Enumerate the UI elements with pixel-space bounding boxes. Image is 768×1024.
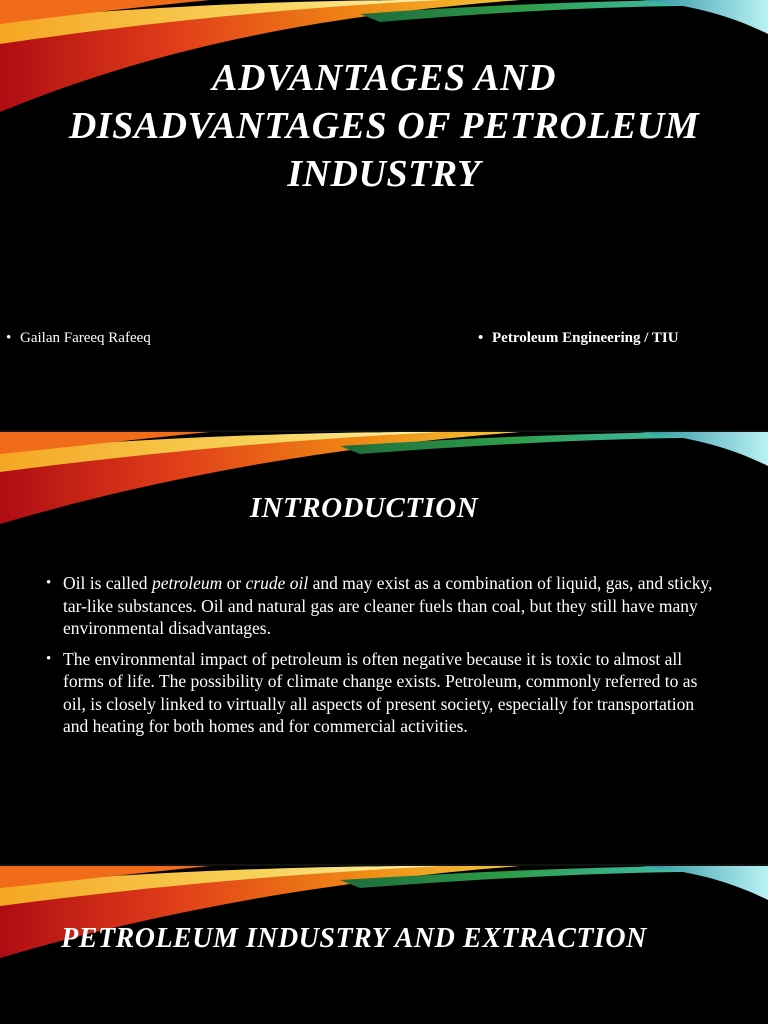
slide-introduction — [0, 432, 768, 866]
introduction-bullet — [63, 648, 723, 738]
slide-industry-extraction — [0, 866, 768, 1024]
author-name: • Gailan Fareeq Rafeeq — [20, 329, 151, 348]
department-label: • Petroleum Engineering / TIU — [492, 329, 679, 348]
slide-title — [0, 0, 768, 432]
introduction-bullet-list — [63, 572, 723, 746]
industry-extraction-heading: PETROLEUM INDUSTRY AND EXTRACTION — [61, 923, 647, 954]
introduction-heading: INTRODUCTION — [249, 492, 479, 524]
bullet-text: The environmental impact of petroleum is often negative because it is toxic to almost all forms of life. The possibility of climate change exists. Petroleum, commonly referred to as oil, is closely linked to virtually all aspects of present society, especially for transportation and heating for both homes and for commercial activities. — [63, 648, 698, 736]
emphasized-term: crude oil — [245, 573, 309, 593]
emphasized-term: petroleum — [151, 573, 223, 593]
introduction-bullet — [63, 572, 723, 640]
bullet-text: or — [222, 573, 246, 593]
slide-title-heading: ADVANTAGES AND DISADVANTAGES OF PETROLEUM INDUSTRY — [68, 57, 700, 195]
bullet-text: and may exist as a combination of liquid, gas, and sticky, tar-like substances. Oil and natural gas are cleaner fuels than coal, but they still have many environmental disadvantages. — [63, 573, 713, 638]
bullet-text: Oil is called — [63, 573, 152, 593]
